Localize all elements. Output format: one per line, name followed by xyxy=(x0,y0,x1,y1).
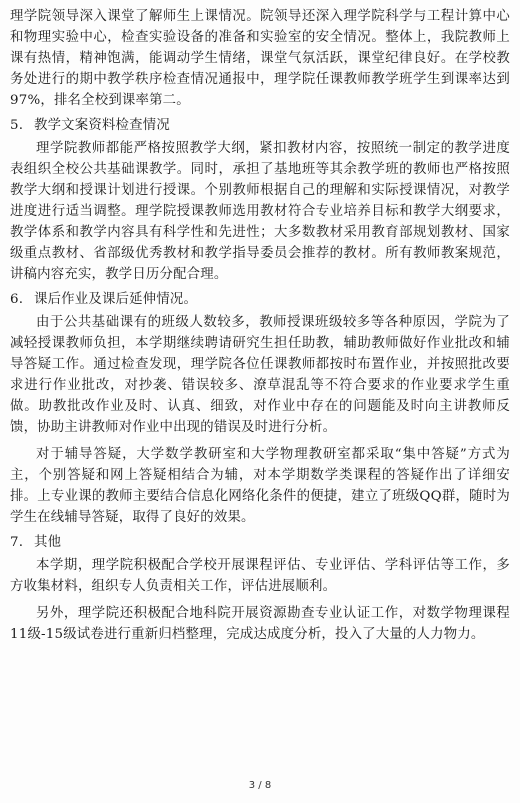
section-heading xyxy=(10,115,510,136)
body-paragraph: 由于公共基础课有的班级人数较多，教师授课班级较多等各种原因，学院为了减轻授课教师负担，本学期继续聘请研究生担任助教，辅助教师做好作业批改和辅导答疑工作。通过检查发现，理学院各位任课教师都按时布置作业，并按照批改要求进行作业批改，对抄袭、错误较多、潦草混乱等不符合要求的作业要求学生重做。助教批改作业及时、认真、细致，对作业中存在的问题能及时向主讲教师反馈，协助主讲教师对作业中出现的错误及时进行分析。 xyxy=(10,315,510,435)
body-paragraph: 理学院领导深入课堂了解师生上课情况。院领导还深入理学院科学与工程计算中心和物理实验中心，检查实验设备的准备和实验室的安全情况。整体上，我院教师上课有热情，精神饱满，能调动学生情绪，课堂气氛活跃，课堂纪律良好。在学校教务处进行的期中教学秩序检查情况通报中，理学院任课教师教学班学生到课率达到97%，排名全校到课率第二。 xyxy=(10,9,510,108)
section-number: 6. xyxy=(10,292,24,307)
section-title: 课后作业及课后延伸情况。 xyxy=(34,292,198,307)
document-body xyxy=(10,6,510,645)
section-heading xyxy=(10,289,510,310)
body-paragraph: 理学院教师都能严格按照教学大纲，紧扣教材内容，按照统一制定的教学进度表组织全校公共基础课教学。同时，承担了基地班等其余教学班的教师也严格按照教学大纲和授课计划进行授课。个别教师根据自己的理解和实际授课情况，对教学进度进行适当调整。理学院授课教师选用教材符合专业培养目标和教学大纲要求，教学体系和教学内容具有科学性和先进性；大多数教材采用教育部规划教材、国家级重点教材、省部级优秀教材和教学指导委员会推荐的教材。所有教师教案规范，讲稿内容充实，教学日历分配合理。 xyxy=(10,141,510,282)
section-number: 5. xyxy=(10,118,24,133)
section-number: 7. xyxy=(10,535,24,550)
body-paragraph: 另外，理学院还积极配合地科院开展资源勘查专业认证工作，对数学物理课程11级-15级试卷进行重新归档整理，完成达成度分析，投入了大量的人力物力。 xyxy=(10,606,510,642)
body-paragraph: 对于辅导答疑，大学数学教研室和大学物理教研室都采取“集中答疑”方式为主，个别答疑和网上答疑相结合为辅，对本学期数学类课程的答疑作出了详细安排。上专业课的教师主要结合信息化网络化条件的便捷，建立了班级QQ群，随时为学生在线辅导答疑，取得了良好的效果。 xyxy=(10,447,510,525)
body-paragraph: 本学期，理学院积极配合学校开展课程评估、专业评估、学科评估等工作，多方收集材料，组织专人负责相关工作，评估进展顺利。 xyxy=(10,558,510,594)
section-title: 教学文案资料检查情况 xyxy=(34,118,170,133)
section-heading xyxy=(10,532,510,553)
section-title: 其他 xyxy=(34,535,62,550)
page-number: 3 / 8 xyxy=(248,780,272,791)
